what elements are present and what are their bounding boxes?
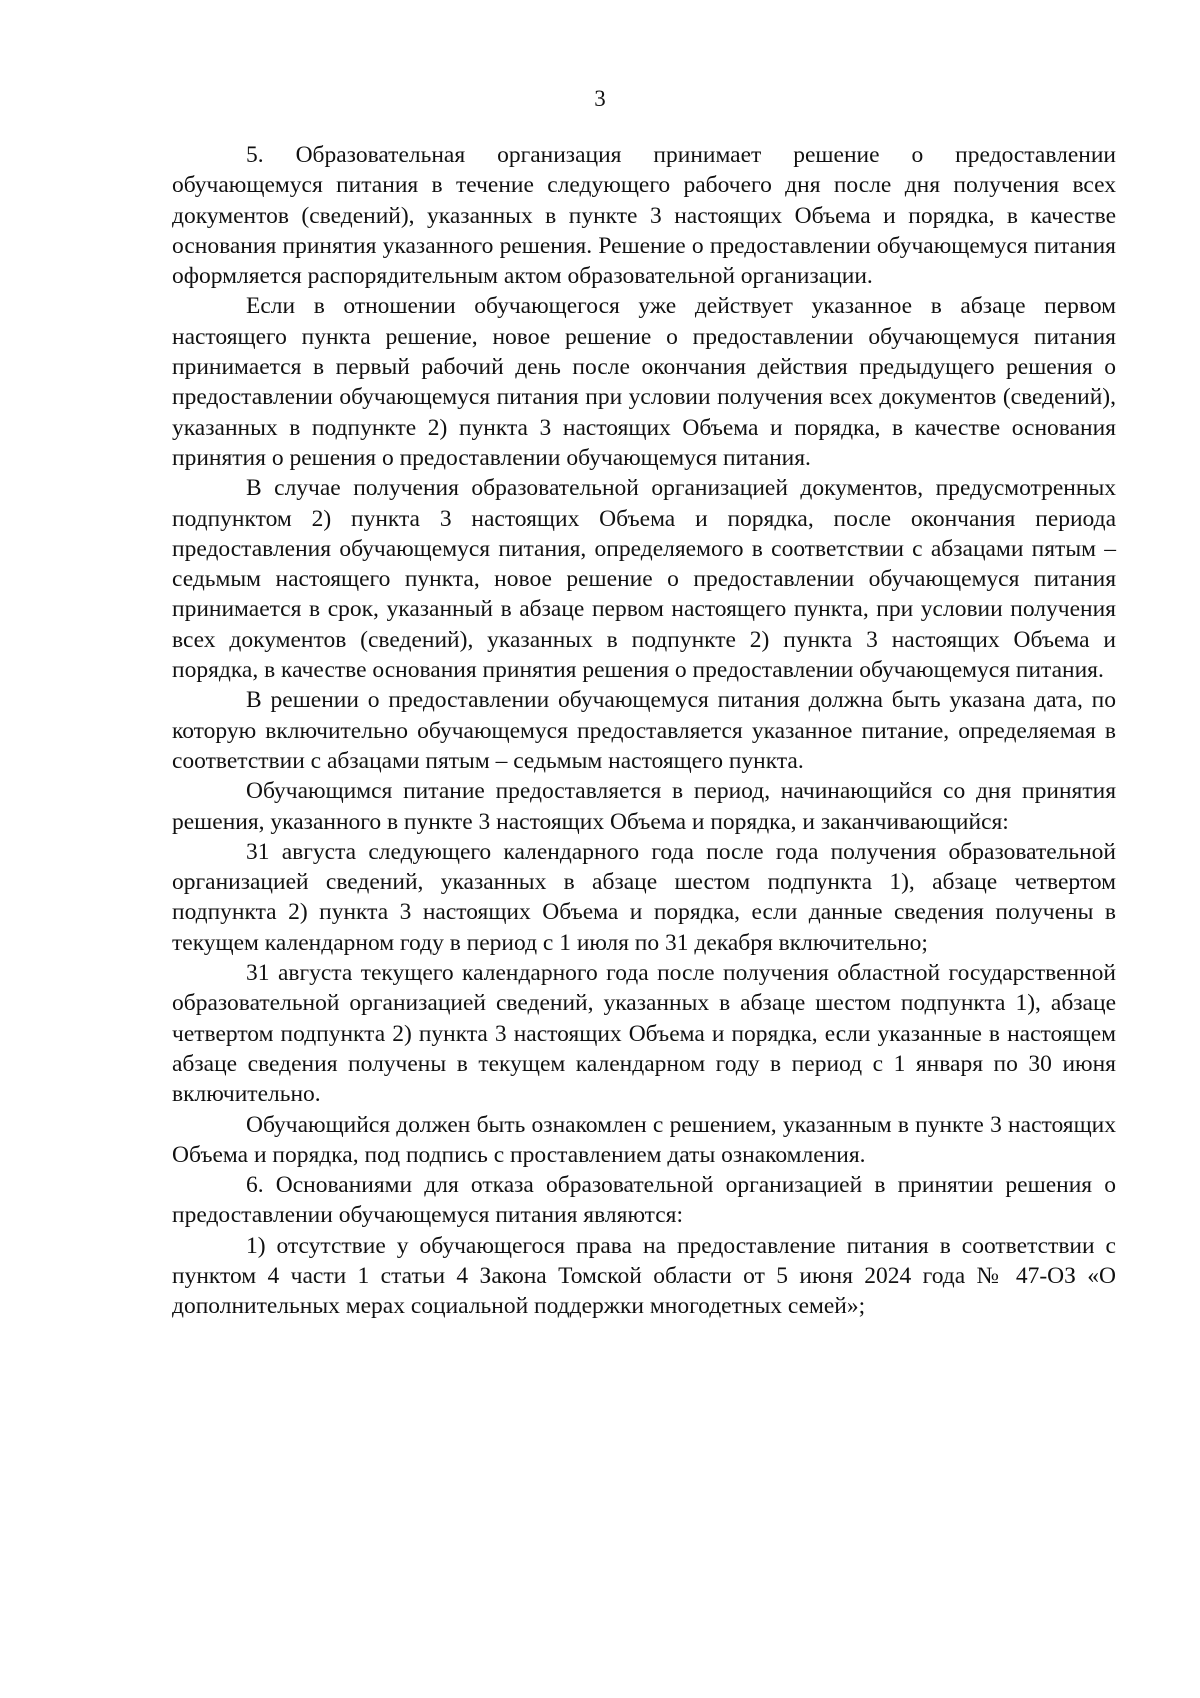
paragraph-period-end-next-year: 31 августа следующего календарного года после года получения образовательной организацией сведений, указанных в абзаце шестом подпункта 1), абзаце четвертом подпункта 2) пункта 3 настоящих Объема и порядка, если данные сведения получены в текущем календарном году в период с 1 июля по 31 декабря включительно;	[172, 838, 1116, 956]
document-body	[172, 140, 1116, 1322]
page-number: 3	[594, 86, 606, 111]
paragraph-documents-after-period: В случае получения образовательной организацией документов, предусмотренных подпунктом 2) пункта 3 настоящих Объема и порядка, после окончания периода предоставления обучающемуся питания, определяемого в соответствии с абзацами пятым – седьмым настоящего пункта, новое решение о предоставлении обучающемуся питания принимается в срок, указанный в абзаце первом настоящего пункта, при условии получения всех документов (сведений), указанных в подпункте 2) пункта 3 настоящих Объема и порядка, в качестве основания принятия решения о предоставлении обучающемуся питания.	[172, 475, 1116, 684]
paragraph-period-end-current-year: 31 августа текущего календарного года после получения областной государственной образовательной организацией сведений, указанных в абзаце шестом подпункта 1), абзаце четвертом подпункта 2) пункта 3 настоящих Объема и порядка, если указанные в настоящем абзаце сведения получены в текущем календарном году в период с 1 января по 30 июня включительно.	[172, 960, 1116, 1108]
paragraph-5-decision-timing: 5. Образовательная организация принимает решение о предоставлении обучающемуся питания в течение следующего рабочего дня после дня получения всех документов (сведений), указанных в пункте 3 настоящих Объема и порядка, в качестве основания принятия указанного решения. Решение о предоставлении обучающемуся питания оформляется распорядительным актом образовательной организации.	[172, 142, 1116, 290]
paragraph-acknowledgement: Обучающийся должен быть ознакомлен с решением, указанным в пункте 3 настоящих Объема и порядка, под подпись с проставлением даты ознакомления.	[172, 1111, 1116, 1168]
paragraph-6-refusal-grounds: 6. Основаниями для отказа образовательной организацией в принятии решения о предоставлении обучающемуся питания являются:	[172, 1172, 1116, 1229]
paragraph-period-start: Обучающимся питание предоставляется в период, начинающийся со дня принятия решения, указанного в пункте 3 настоящих Объема и порядка, и заканчивающийся:	[172, 778, 1116, 835]
list-item-refusal-ground-1: 1) отсутствие у обучающегося права на предоставление питания в соответствии с пунктом 4 части 1 статьи 4 Закона Томской области от 5 июня 2024 года № 47-ОЗ «О дополнительных мерах социальной поддержки многодетных семей»;	[172, 1232, 1116, 1320]
paragraph-existing-decision: Если в отношении обучающегося уже действует указанное в абзаце первом настоящего пункта решение, новое решение о предоставлении обучающемуся питания принимается в первый рабочий день после окончания действия предыдущего решения о предоставлении обучающемуся питания при условии получения всех документов (сведений), указанных в подпункте 2) пункта 3 настоящих Объема и порядка, в качестве основания принятия о решения о предоставлении обучающемуся питания.	[172, 293, 1116, 471]
paragraph-decision-end-date: В решении о предоставлении обучающемуся питания должна быть указана дата, по которую включительно обучающемуся предоставляется указанное питание, определяемая в соответствии с абзацами пятым – седьмым настоящего пункта.	[172, 687, 1116, 774]
